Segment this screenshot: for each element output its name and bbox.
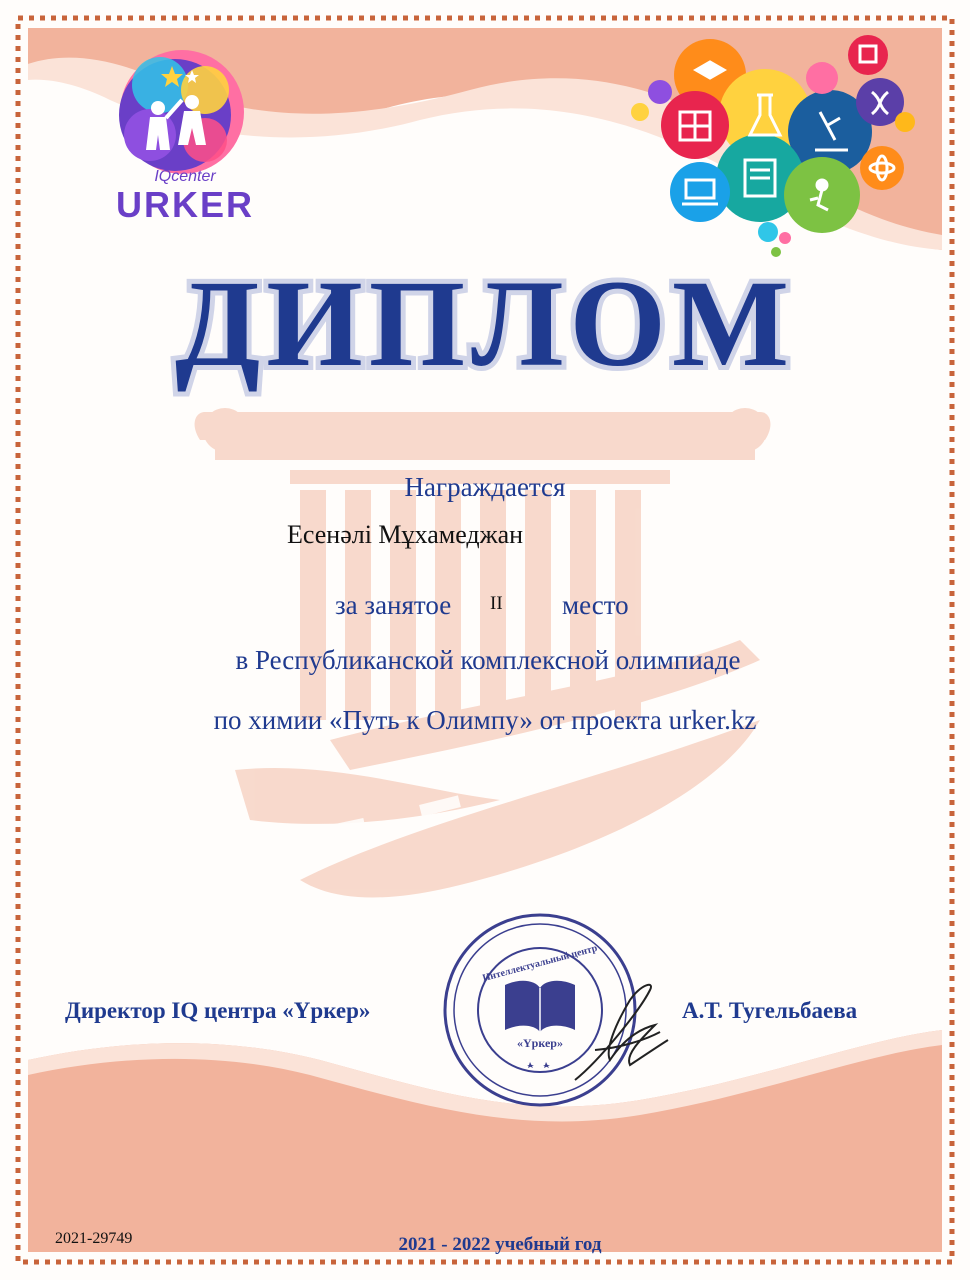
- stamp-center-name: «Үркер»: [517, 1036, 563, 1050]
- logo-emblem: [119, 50, 244, 174]
- diploma-title: ДИПЛОМ: [174, 255, 796, 392]
- diploma-title-wrap: [0, 250, 970, 420]
- handwritten-signature: [575, 985, 668, 1080]
- diploma-number: 2021-29749: [55, 1230, 133, 1247]
- subject-line: по химии «Путь к Олимпу» от проекта urker.kz: [213, 705, 757, 735]
- stamp-center-title: Интеллектуальный центр: [481, 942, 599, 985]
- place-prefix: за занятое: [335, 590, 452, 620]
- director-name: А.Т. Тугельбаева: [682, 998, 858, 1023]
- place-suffix: место: [562, 590, 629, 620]
- academic-year: 2021 - 2022 учебный год: [398, 1234, 602, 1255]
- place-value: II: [490, 593, 503, 614]
- recipient-name: Есенәлі Мұхамеджан: [287, 520, 524, 549]
- awarded-text: Награждается: [404, 472, 566, 502]
- olympiad-line: в Республиканской комплексной олимпиаде: [235, 645, 741, 675]
- logo-main-text: URKER: [115, 184, 254, 225]
- official-stamp: [445, 915, 635, 1105]
- logo-top-text: IQcenter: [154, 168, 216, 185]
- director-title: Директор IQ центра «Үркер»: [65, 998, 371, 1023]
